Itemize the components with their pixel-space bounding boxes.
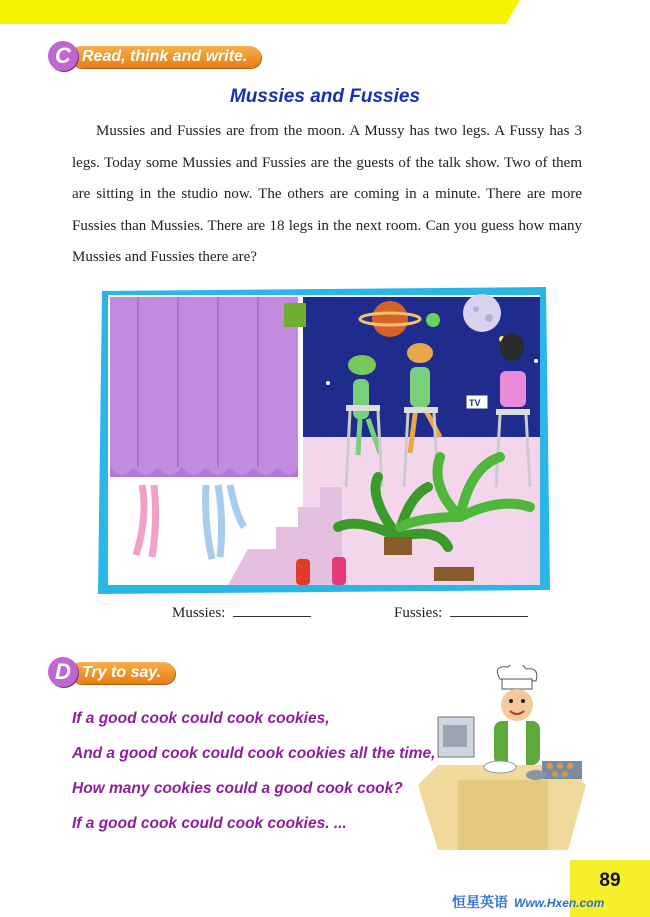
mussies-answer xyxy=(172,603,311,622)
section-d-title: Try to say. xyxy=(70,662,175,684)
planet-icon xyxy=(372,301,408,337)
cookie-tray xyxy=(542,761,582,779)
tongue-twister-line-4: If a good cook could cook cookies. ... xyxy=(72,815,347,832)
studio-spotlight xyxy=(284,303,306,327)
story-title: Mussies and Fussies xyxy=(229,86,421,107)
talk-show-illustration xyxy=(98,287,551,594)
fussies-label: Fussies: xyxy=(394,605,443,621)
section-c-title: Read, think and write. xyxy=(70,46,261,68)
tongue-twister-line-2: And a good cook could cook cookies all the time, xyxy=(72,745,436,762)
section-c-letter: C xyxy=(48,41,78,71)
watermark xyxy=(452,892,604,912)
section-c-header xyxy=(48,41,308,71)
mussies-label: Mussies: xyxy=(172,605,226,621)
page-number: 89 xyxy=(599,870,621,891)
mussies-answer-blank[interactable] xyxy=(233,603,311,617)
section-d-letter: D xyxy=(48,657,78,687)
section-d-header xyxy=(48,657,248,687)
story-text: Mussies and Fussies are from the moon. A Mussy has two legs. A Fussy has 3 legs. Today some Mussies and Fussies are the guests of the talk show. Two of them are sitting in the studio now. The others are coming in a minute. There are more Fussies than Mussies. There are 18 legs in the next room. Can you guess how many Mussies and Fussies there are? xyxy=(72,123,582,265)
tongue-twister-line-1: If a good cook could cook cookies, xyxy=(72,710,330,727)
top-yellow-band xyxy=(0,0,650,24)
watermark-cn: 恒星英语 xyxy=(452,894,508,910)
fussies-answer-blank[interactable] xyxy=(450,603,528,617)
watermark-url[interactable]: Www.Hxen.com xyxy=(514,896,605,910)
fussies-answer xyxy=(394,603,528,622)
fire-extinguisher xyxy=(296,559,310,585)
tv-sign: TV xyxy=(469,398,481,408)
moon-icon xyxy=(463,294,501,332)
cook-illustration xyxy=(418,665,588,855)
tongue-twister-line-3: How many cookies could a good cook cook? xyxy=(72,780,403,797)
